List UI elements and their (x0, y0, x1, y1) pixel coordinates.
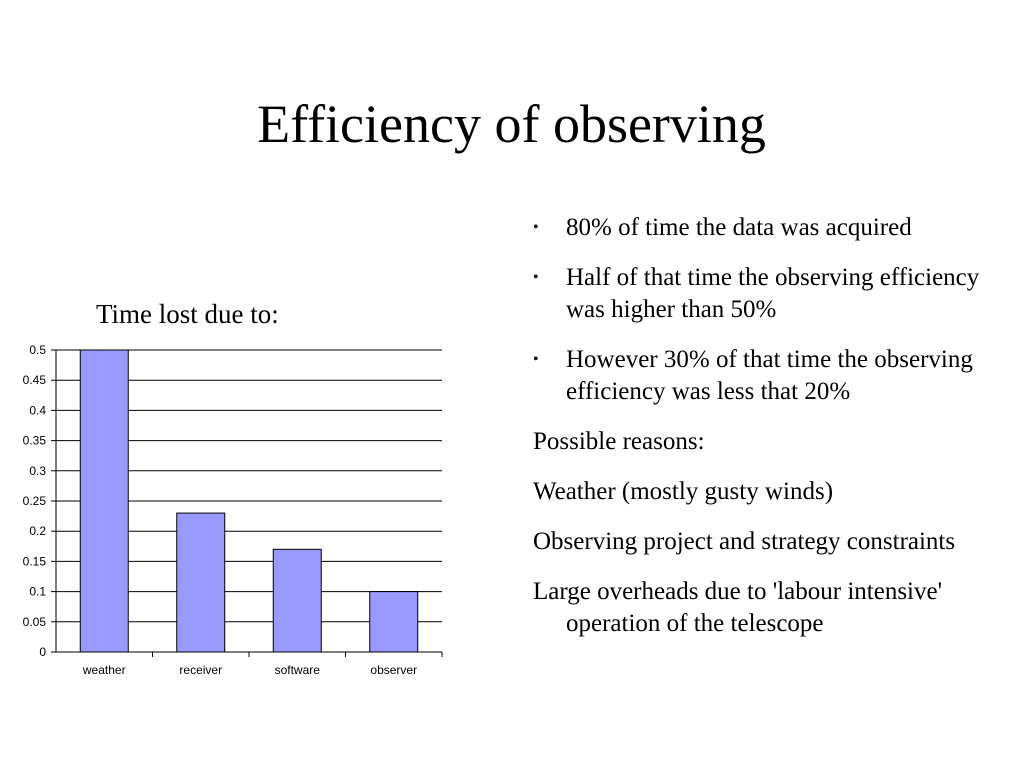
bar-receiver (177, 513, 225, 652)
text-column (533, 212, 1018, 658)
y-tick-label: 0.2 (29, 524, 46, 539)
y-tick-label: 0.15 (22, 554, 46, 569)
x-category-label: weather (82, 663, 126, 677)
x-category-label: software (274, 663, 320, 677)
bullet-item (533, 262, 1018, 326)
bullet-dot-icon: • (533, 351, 539, 368)
chart-caption: Time lost due to: (96, 299, 279, 329)
bullet-text: 80% of time the data was acquired (566, 214, 912, 241)
y-tick-label: 0.1 (29, 584, 46, 599)
y-tick-label: 0.05 (22, 614, 46, 629)
y-tick-label: 0.35 (22, 433, 46, 448)
bullet-item (533, 212, 1018, 244)
reason-item: Weather (mostly gusty winds) (533, 478, 834, 505)
y-tick-label: 0.4 (29, 403, 46, 418)
reasons-heading: Possible reasons: (533, 428, 705, 455)
y-tick-label: 0 (39, 645, 46, 659)
x-category-label: receiver (179, 663, 223, 677)
bar-weather (80, 350, 128, 652)
y-tick-label: 0.45 (22, 373, 46, 388)
y-tick-label: 0.3 (29, 463, 46, 478)
bullet-dot-icon: • (533, 219, 539, 236)
reason-item: Large overheads due to 'labour intensive' operation of the telescope (533, 578, 943, 637)
bullet-text: However 30% of that time the observing efficiency was less that 20% (566, 346, 973, 405)
y-tick-label: 0.5 (29, 343, 46, 357)
bar-observer (370, 592, 418, 652)
slide-title: Efficiency of observing (257, 94, 766, 154)
x-category-label: observer (370, 663, 418, 677)
bar-software (273, 549, 321, 652)
bullet-item (533, 344, 1018, 408)
reason-item: Observing project and strategy constraints (533, 528, 956, 555)
bullet-text: Half of that time the observing efficiency was higher than 50% (566, 264, 980, 323)
bullet-dot-icon: • (533, 269, 539, 286)
y-tick-label: 0.25 (22, 494, 46, 508)
